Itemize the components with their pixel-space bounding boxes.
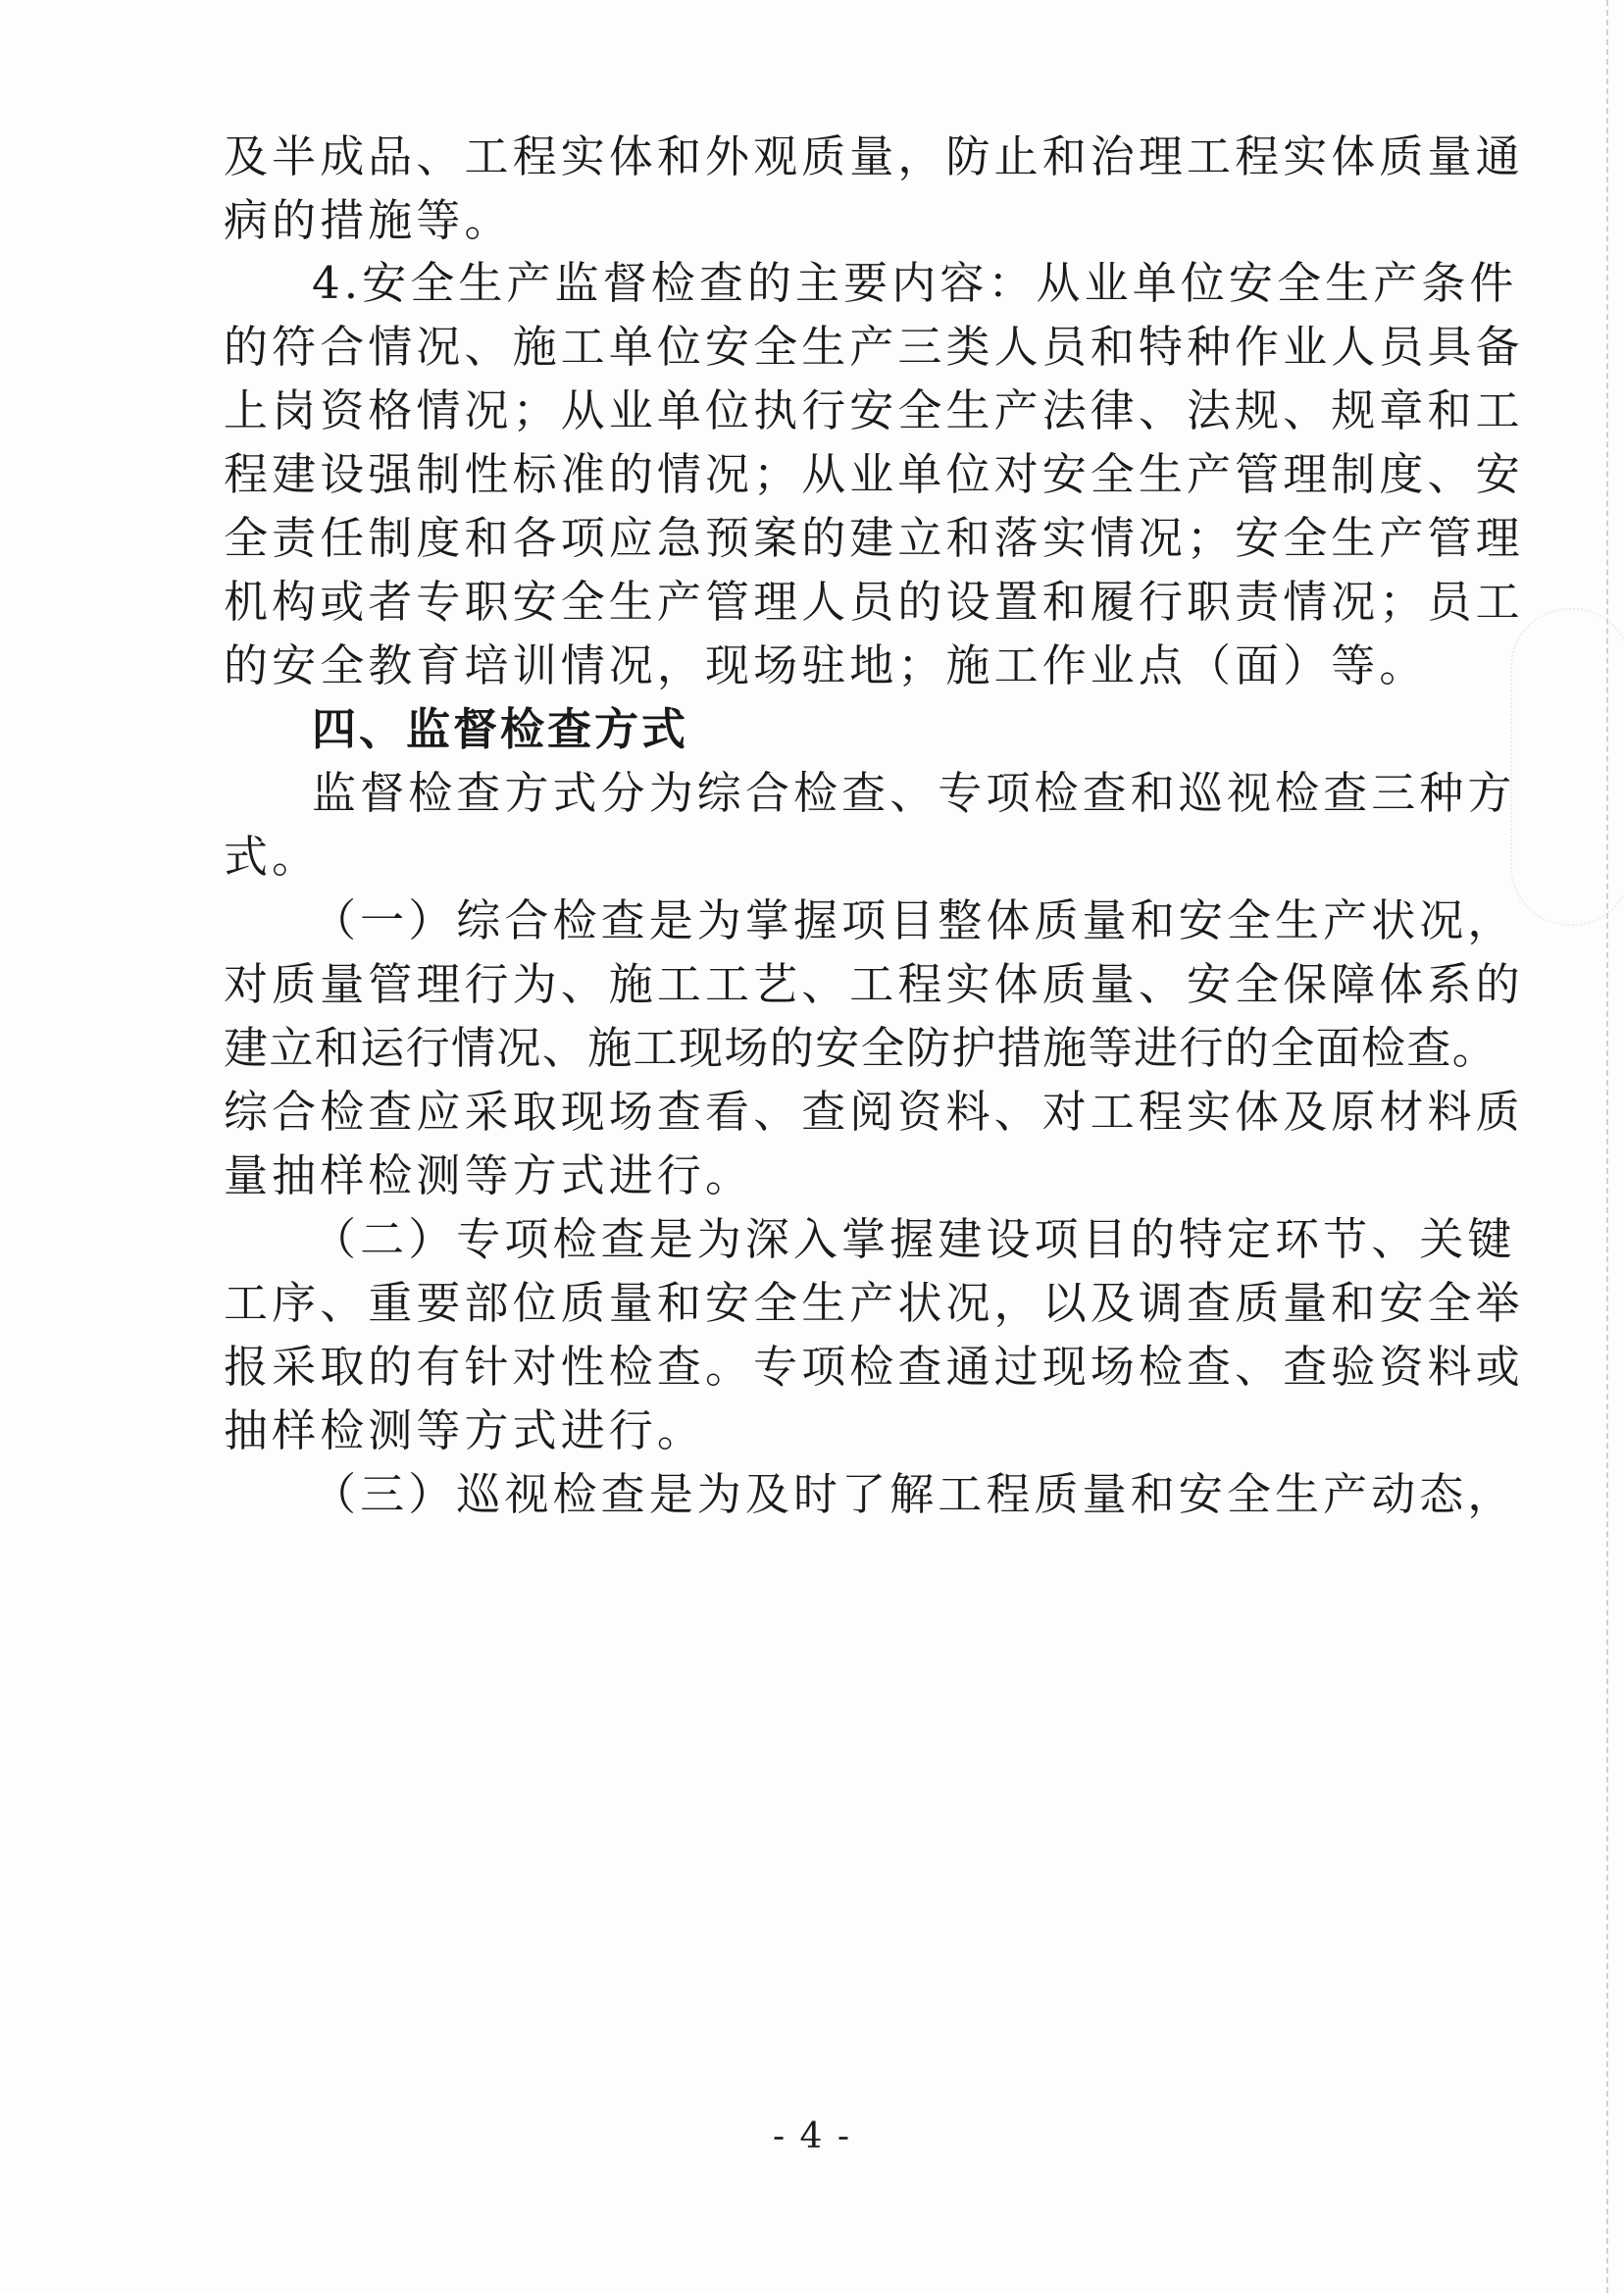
text-line-9: 的安全教育培训情况，现场驻地；施工作业点（面）等。: [224, 639, 1428, 691]
text-line-12: 式。: [224, 831, 321, 883]
text-line-19: 工序、重要部位质量和安全生产状况，以及调查质量和安全举: [224, 1277, 1524, 1329]
text-line-14: 对质量管理行为、施工工艺、工程实体质量、安全保障体系的: [224, 958, 1524, 1010]
text-line-3: 4.安全生产监督检查的主要内容：从业单位安全生产条件: [312, 257, 1518, 309]
text-line-8: 机构或者专职安全生产管理人员的设置和履行职责情况；员工: [224, 576, 1524, 628]
text-line-17: 量抽样检测等方式进行。: [224, 1149, 754, 1201]
text-line-20: 报采取的有针对性检查。专项检查通过现场检查、查验资料或: [224, 1341, 1524, 1393]
text-line-22: （三）巡视检查是为及时了解工程质量和安全生产动态，: [312, 1468, 1516, 1520]
text-line-5: 上岗资格情况；从业单位执行安全生产法律、法规、规章和工: [224, 384, 1524, 436]
scan-edge-line: [1606, 0, 1608, 2293]
text-line-21: 抽样检测等方式进行。: [224, 1404, 706, 1456]
text-line-11: 监督检查方式分为综合检查、专项检查和巡视检查三种方: [312, 767, 1516, 819]
text-line-18: （二）专项检查是为深入掌握建设项目的特定环节、关键: [312, 1213, 1516, 1265]
text-line-16: 综合检查应采取现场查看、查阅资料、对工程实体及原材料质: [224, 1086, 1524, 1138]
text-line-4: 的符合情况、施工单位安全生产三类人员和特种作业人员具备: [224, 321, 1524, 373]
page-number: - 4 -: [772, 2116, 852, 2157]
text-line-1: 及半成品、工程实体和外观质量，防止和治理工程实体质量通: [224, 130, 1524, 182]
text-line-7: 全责任制度和各项应急预案的建立和落实情况；安全生产管理: [224, 512, 1524, 564]
text-line-2: 病的措施等。: [224, 194, 513, 246]
text-line-13: （一）综合检查是为掌握项目整体质量和安全生产状况，: [312, 894, 1516, 946]
section-heading: 四、监督检查方式: [312, 703, 689, 755]
text-line-15: 建立和运行情况、施工现场的安全防护措施等进行的全面检查。: [224, 1022, 1498, 1074]
text-line-6: 程建设强制性标准的情况；从业单位对安全生产管理制度、安: [224, 448, 1524, 500]
faint-stamp-mark: [1510, 608, 1624, 926]
